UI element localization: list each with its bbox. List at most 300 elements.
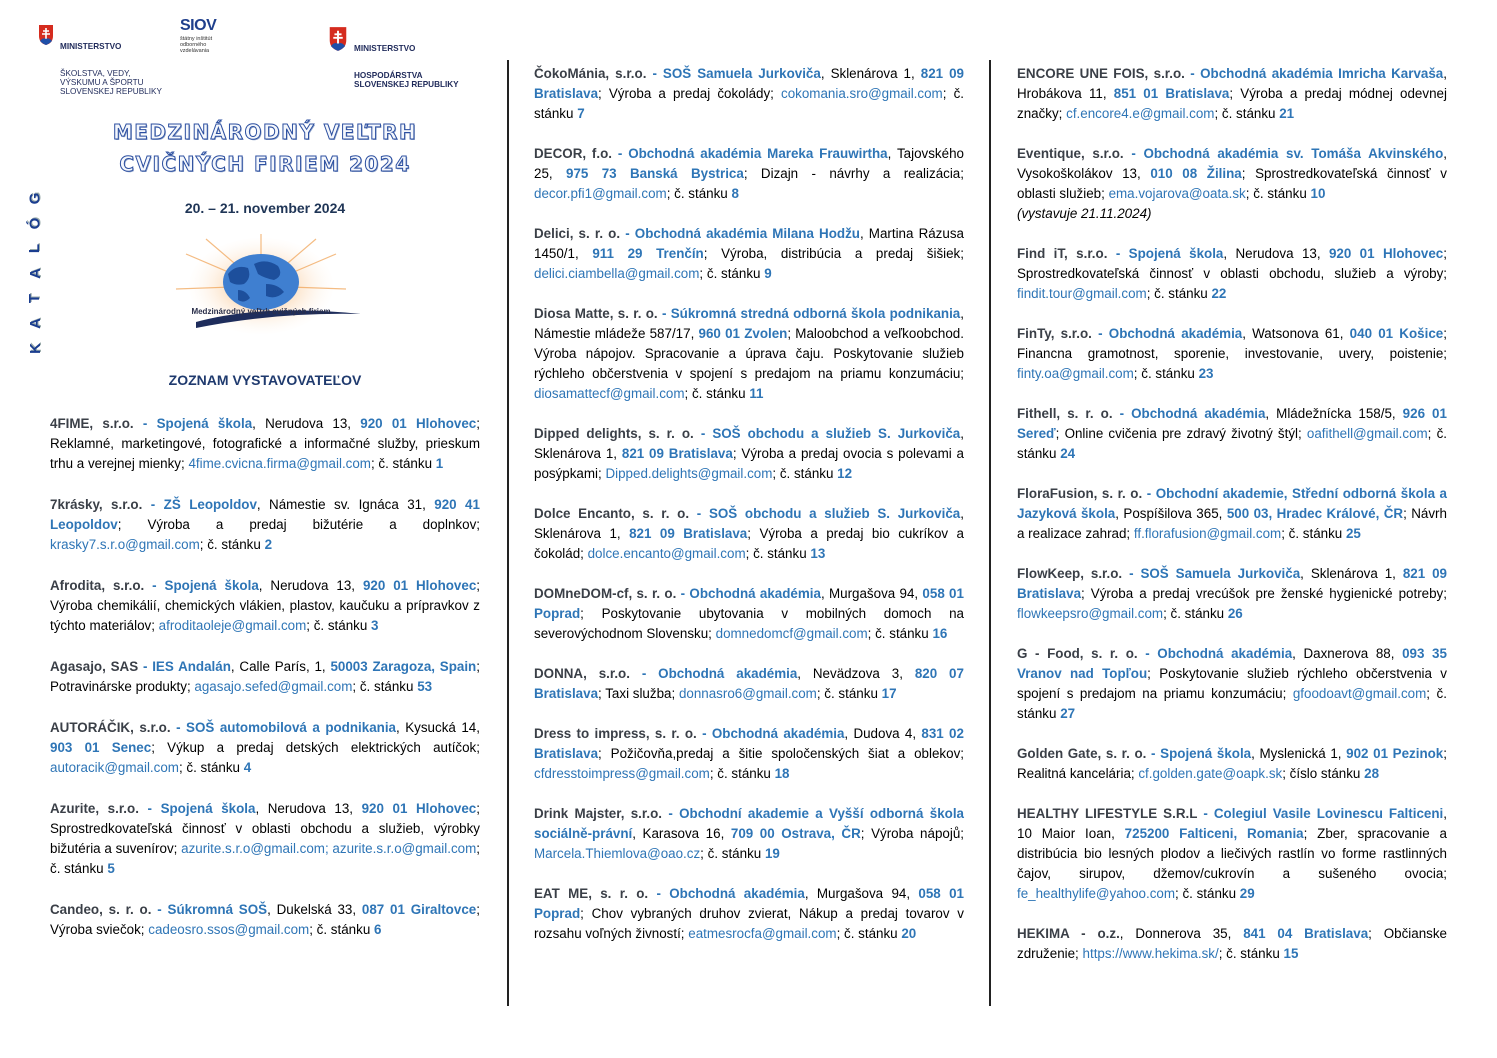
booth-label: č. stánku (844, 926, 898, 941)
booth-label: č. stánku (779, 466, 834, 481)
exhibitor-description: Výroba nápojů; (871, 826, 964, 841)
exhibitor-entry: FlowKeep, s.r.o. - SOŠ Samuela Jurkoviča, Sklenárova 1, 821 09 Bratislava; Výroba a predaj vrecúšok pre ženské hygienické potreby; flowkeepsro@gmail.com; č. stánku 26 (1017, 566, 1447, 621)
exhibitor-name: G - Food, s. r. o. (1017, 646, 1138, 661)
katalog-letter: K (26, 343, 44, 354)
exhibitor-entry: 4FIME, s.r.o. - Spojená škola, Nerudova 13, 920 01 Hlohovec; Reklamné, marketingové, fotografické a informačné služby, prieskum trhu a verejnej mienky; 4fime.cvicna.firma@gmail.com; č. stánku 1 (50, 416, 480, 471)
exhibitor-dash: - (702, 726, 707, 741)
exhibitor-email-link[interactable]: autoracik@gmail.com (50, 760, 179, 775)
exhibitor-city: 960 01 Zvolen (698, 326, 788, 341)
siov-name: SIOV (180, 17, 217, 34)
katalog-letter: A (26, 318, 44, 329)
exhibitor-address: Kysucká 14, (405, 720, 480, 735)
exhibitor-name: Diosa Matte, s. r. o. (534, 306, 658, 321)
exhibitor-description: Výroba a predaj vrecúšok pre ženské hygienické potreby; (1090, 586, 1447, 601)
exhibitor-address: Daxnerova 88, (1303, 646, 1395, 661)
exhibitor-city: 920 01 Hlohovec (1328, 246, 1444, 261)
exhibitor-email-link[interactable]: ema.vojarova@oata.sk (1108, 186, 1246, 201)
exhibitor-email-link[interactable]: cf.golden.gate@oapk.sk (1138, 766, 1283, 781)
katalog-letter: Ó (26, 217, 44, 230)
exhibitor-email-link[interactable]: findit.tour@gmail.com (1017, 286, 1147, 301)
column-divider (507, 60, 509, 1006)
exhibitor-address: Pospíšilova 365, (1123, 506, 1223, 521)
exhibitor-dash: - (1098, 326, 1103, 341)
exhibitor-name: Drink Majster, s.r.o. (534, 806, 662, 821)
exhibitor-name: EAT ME, s. r. o. (534, 886, 649, 901)
exhibitor-dash: - (652, 66, 657, 81)
booth-label: č. stánku (824, 686, 878, 701)
booth-number: 12 (837, 466, 853, 481)
exhibitor-description: Výroba a predaj bio cukríkov a čokolád; (534, 526, 964, 561)
booth-number: 22 (1211, 286, 1227, 301)
exhibitor-entry: EAT ME, s. r. o. - Obchodná akadémia, Murgašova 94, 058 01 Poprad; Chov vybraných druhov zvierat, Nákup a predaj tovarov v rozsahu voľných živností; eatmesrocfa@gmail.com; č. stánku 20 (534, 886, 965, 941)
exhibitor-email-link[interactable]: azurite.s.r.o@gmail.com; azurite.s.r.o@gmail.com (181, 841, 477, 856)
booth-number: 27 (1060, 706, 1076, 721)
booth-number: 8 (731, 186, 739, 201)
booth-label: č. stánku (1141, 366, 1195, 381)
exhibitor-email-link[interactable]: https://www.hekima.sk/ (1082, 946, 1219, 961)
booth-number: 24 (1060, 446, 1076, 461)
exhibitor-city: 50003 Zaragoza, Spain (330, 659, 477, 674)
exhibitor-email-link[interactable]: agasajo.sefed@gmail.com (194, 679, 353, 694)
exhibitor-school: Obchodná akadémia Mareka Frauwirtha (628, 146, 888, 161)
exhibitor-school: Obchodná akadémia (689, 586, 821, 601)
exhibitor-dash: - (700, 426, 706, 441)
exhibitor-entry: DECOR, f.o. - Obchodná akadémia Mareka Frauwirtha, Tajovského 25, 975 73 Banská Bystrica; Dizajn - návrhy a realizácia; decor.pfi1@gmail.com; č. stánku 8 (534, 146, 964, 201)
exhibitor-address: Nevädzova 3, (812, 666, 903, 681)
exhibitor-name: HEALTHY LIFESTYLE S.R.L (1017, 806, 1198, 821)
exhibitor-email-link[interactable]: cf.encore4.e@gmail.com (1066, 106, 1215, 121)
exhibitor-name: Dolce Encanto, s. r. o. (534, 506, 690, 521)
exhibitor-city: 975 73 Banská Bystrica (566, 166, 744, 181)
booth-number: 4 (243, 760, 252, 775)
exhibitor-email-link[interactable]: eatmesrocfa@gmail.com (688, 926, 837, 941)
exhibitor-dash: - (1119, 406, 1125, 421)
exhibitor-email-link[interactable]: 4fime.cvicna.firma@gmail.com (188, 456, 371, 471)
fair-title-line2: CVIČNÝCH FIRIEM 2024 (119, 152, 411, 176)
ministry-economy-line1: MINISTERSTVO (354, 44, 416, 53)
exhibitor-entry: ENCORE UNE FOIS, s.r.o. - Obchodná akadémia Imricha Karvaša, Hrobákova 11, 851 01 Bratislava; Výroba a predaj módnej odevnej značky; cf.encore4.e@gmail.com; č. stánku 21 (1017, 66, 1447, 121)
exhibitor-email-link[interactable]: decor.pfi1@gmail.com (534, 186, 667, 201)
exhibitor-address: Watsonova 61, (1252, 326, 1344, 341)
exhibitor-name: AUTORÁČIK, s.r.o. (50, 720, 171, 735)
exhibitor-name: ČokoMánia, s.r.o. (534, 66, 647, 81)
exhibitor-description: Taxi služba; (605, 686, 676, 701)
exhibitor-city: 820 07 Bratislava (534, 666, 964, 701)
exhibitor-school: Obchodná akadémia (658, 666, 798, 681)
exhibitor-school: Obchodná akadémia Imricha Karvaša (1200, 66, 1444, 81)
exhibitor-entry: HEKIMA - o.z., Donnerova 35, 841 04 Bratislava; Občianske združenie; https://www.hekima.sk/; č. stánku 15 (1017, 926, 1447, 961)
exhibitor-address: Mládežnícka 158/5, (1276, 406, 1396, 421)
exhibitor-dash: - (625, 226, 630, 241)
exhibitor-city: 058 01 Poprad (534, 586, 964, 621)
exhibitor-email-link[interactable]: finty.oa@gmail.com (1017, 366, 1134, 381)
exhibitor-entry: Find iT, s.r.o. - Spojená škola, Nerudova 13, 920 01 Hlohovec; Sprostredkovateľská činnosť v oblasti obchodu, služieb a výroby; findit.tour@gmail.com; č. stánku 22 (1017, 246, 1447, 301)
ministry-education-logo (38, 24, 162, 114)
exhibitor-address: Sklenárova 1, (534, 446, 618, 461)
exhibitor-name: Dress to impress, s. r. o. (534, 726, 697, 741)
exhibitor-address: Martina Rázusa 1450/1, (534, 226, 964, 261)
exhibitor-description: Návrh a realizace zahrad; (1017, 506, 1447, 541)
exhibitor-description: Výroba a predaj módnej odevnej značky; (1017, 86, 1447, 121)
ministry-education-line1: MINISTERSTVO (60, 42, 122, 51)
exhibitor-dash: - (661, 306, 667, 321)
fair-title (68, 116, 462, 180)
ministry-economy-logo (328, 26, 459, 107)
exhibitor-entry: AUTORÁČIK, s.r.o. - SOŠ automobilová a podnikania, Kysucká 14, 903 01 Senec; Výkup a predaj detských elektrických autíčok; autoracik@gmail.com; č. stánku 4 (50, 720, 480, 775)
booth-number: 9 (764, 266, 772, 281)
exhibitor-name: Delici, s. r. o. (534, 226, 621, 241)
exhibitor-entry: DOMneDOM-cf, s. r. o. - Obchodná akadémia, Murgašova 94, 058 01 Poprad; Poskytovanie ubytovania v mobilných domoch na severovýchodnom Slovensku; domnedomcf@gmail.com; č. stánku 16 (534, 586, 964, 641)
exhibitor-email-link[interactable]: cadeosro.ssos@gmail.com (148, 922, 310, 937)
emblem-caption: Medzinárodný veľtrh cvičných firiem (191, 307, 331, 316)
booth-number: 16 (932, 626, 948, 641)
booth-number: 3 (371, 618, 379, 633)
fair-emblem-globe-icon (166, 234, 366, 344)
exhibitor-city: 058 01 Poprad (534, 886, 964, 921)
booth-label: č. stánku (717, 766, 771, 781)
booth-label: číslo stánku (1289, 766, 1361, 781)
exhibitor-dash: - (696, 506, 702, 521)
exhibitor-name: Azurite, s.r.o. (50, 801, 139, 816)
booth-number: 1 (435, 456, 444, 471)
exhibitor-city: 821 09 Bratislava (629, 526, 748, 541)
exhibitor-email-link[interactable]: cfdresstoimpress@gmail.com (534, 766, 710, 781)
exhibitor-address: Hrobákova 11, (1017, 86, 1107, 101)
exhibitor-description: Poskytovanie služieb rýchleho občerstvenia v spojení s predajom na priamu konzumáciu; (1017, 666, 1447, 701)
exhibitor-entry: ČokoMánia, s.r.o. - SOŠ Samuela Jurkoviča, Sklenárova 1, 821 09 Bratislava; Výroba a predaj čokolády; cokomania.sro@gmail.com; č. stánku 7 (534, 66, 964, 121)
booth-label: č. stánku (707, 846, 762, 861)
exhibitor-school: Obchodná akadémia sv. Tomáša Akvinského (1143, 146, 1444, 161)
exhibitor-address: Murgašova 94, (828, 586, 919, 601)
booth-number: 17 (881, 686, 897, 701)
booth-label: č. stánku (1017, 686, 1447, 721)
exhibitor-entry: Dress to impress, s. r. o. - Obchodná akadémia, Dudova 4, 831 02 Bratislava; Požičovňa,predaj a šitie spoločenských šiat a oblekov; cfdresstoimpress@gmail.com; č. stánku 18 (534, 726, 964, 781)
exhibitor-name: FloraFusion, s. r. o. (1017, 486, 1143, 501)
exhibitor-school: IES Andalán (152, 659, 231, 674)
booth-number: 6 (374, 922, 382, 937)
exhibitor-entry: FloraFusion, s. r. o. - Obchodní akademie, Střední odborná škola a Jazyková škola, Pospíšilova 365, 500 03, Hradec Králové, ČR; Návrh a realizace zahrad; ff.florafusion@gmail.com; č. stánku 25 (1017, 486, 1447, 541)
exhibitor-email-link[interactable]: krasky7.s.r.o@gmail.com (50, 537, 200, 552)
ministry-education-line2: ŠKOLSTVA, VEDY, VÝSKUMU A ŠPORTU SLOVENSKEJ REPUBLIKY (60, 69, 162, 96)
booth-label: č. stánku (534, 86, 964, 121)
exhibitor-entry: 7krásky, s.r.o. - ZŠ Leopoldov, Námestie sv. Ignáca 31, 920 41 Leopoldov; Výroba a predaj bižutérie a doplnkov; krasky7.s.r.o@gmail.com; č. stánku 2 (50, 497, 480, 552)
exhibitor-school: SOŠ Samuela Jurkoviča (1140, 566, 1301, 581)
exhibitor-city: 010 08 Žilina (1150, 166, 1242, 181)
exhibitor-description: Výkup a predaj detských elektrických autíčok; (167, 740, 480, 755)
exhibitor-city: 841 04 Bratislava (1243, 926, 1369, 941)
exhibitor-school: Spojená škola (156, 416, 253, 431)
exhibitor-address: Sklenárova 1, (534, 526, 621, 541)
exhibitor-city: 911 29 Trenčín (592, 246, 704, 261)
exhibitor-name: FlowKeep, s.r.o. (1017, 566, 1123, 581)
exhibitor-address: Dudova 4, (853, 726, 917, 741)
exhibitor-description: Online cvičenia pre zdravý životný štýl; (1064, 426, 1302, 441)
exhibitor-city: 926 01 Sereď (1017, 406, 1447, 441)
exhibitor-dash: - (1131, 146, 1136, 161)
exhibitor-description: Dizajn - návrhy a realizácia; (760, 166, 964, 181)
exhibitor-email-link[interactable]: dolce.encanto@gmail.com (587, 546, 746, 561)
exhibitor-description: Sprostredkovateľská činnosť v oblasti obchodu, služieb a výroby; (1017, 266, 1447, 281)
booth-number: 11 (749, 386, 764, 401)
exhibitor-description: Výroba chemikálií, chemických vlákien, plastov, kaučuku a prípravkov z týchto materiálov; (50, 598, 480, 633)
exhibitor-school: Obchodná akadémia (669, 886, 805, 901)
exhibitor-city: 902 01 Pezinok (1346, 746, 1444, 761)
exhibitor-dash: - (668, 806, 673, 821)
slovak-crest-icon (328, 26, 348, 52)
booth-number: 29 (1239, 886, 1255, 901)
exhibitor-name: Afrodita, s.r.o. (50, 578, 145, 593)
exhibitor-email-link[interactable]: oafithell@gmail.com (1306, 426, 1428, 441)
exhibitor-city: 920 41 Leopoldov (50, 497, 480, 532)
exhibitor-description: Financna gramotnost, sporenie, investovanie, uvery, poistenie; (1017, 346, 1447, 361)
exhibitor-city: 093 35 Vranov nad Topľou (1017, 646, 1447, 681)
exhibitor-email-link[interactable]: flowkeepsro@gmail.com (1017, 606, 1164, 621)
booth-label: č. stánku (691, 386, 746, 401)
exhibitor-city: 821 09 Bratislava (621, 446, 733, 461)
exhibitor-school: Obchodní akademie a Vyšší odborná škola sociálně-právní (534, 806, 964, 841)
booth-number: 15 (1283, 946, 1299, 961)
exhibitor-city: 709 00 Ostrava, ČR (730, 826, 861, 841)
exhibitor-name: Eventique, s.r.o. (1017, 146, 1124, 161)
exhibitor-description: Výroba a predaj čokolády; (608, 86, 774, 101)
exhibitor-address: Tajovského 25, (534, 146, 964, 181)
booth-label: č. stánku (316, 922, 371, 937)
booth-label: č. stánku (1154, 286, 1208, 301)
exhibitor-city: 903 01 Senec (50, 740, 152, 755)
exhibitor-school: ZŠ Leopoldov (163, 497, 257, 512)
exhibitor-address: Donnerova 35, (1135, 926, 1232, 941)
exhibitor-school: Spojená škola (160, 801, 256, 816)
exhibitor-name: Golden Gate, s. r. o. (1017, 746, 1147, 761)
exhibitor-name: DECOR, f.o. (534, 146, 613, 161)
exhibitor-dash: - (157, 902, 162, 917)
exhibitor-dash: - (1145, 646, 1150, 661)
exhibitor-school: Obchodná akadémia Milana Hodžu (634, 226, 860, 241)
exhibitor-school: Colegiul Vasile Lovinescu Falticeni (1213, 806, 1444, 821)
exhibitor-entry: Eventique, s.r.o. - Obchodná akadémia sv. Tomáša Akvinského, Vysokoškolákov 13, 010 08 Žilina; Sprostredkovateľská činnosť v oblasti služieb; ema.vojarova@oata.sk; č. stánku 10 (vystavuje 21.11.2024) (1017, 146, 1447, 221)
katalog-vertical-label (26, 186, 44, 361)
exhibitor-email-link[interactable]: cokomania.sro@gmail.com (781, 86, 943, 101)
booth-label: č. stánku (359, 679, 414, 694)
booth-label: č. stánku (753, 546, 807, 561)
exhibitor-dash: - (147, 801, 152, 816)
exhibitor-email-link[interactable]: Marcela.Thiemlova@oao.cz (534, 846, 701, 861)
exhibitor-name: DONNA, s.r.o. (534, 666, 630, 681)
exhibitor-entry: DONNA, s.r.o. - Obchodná akadémia, Nevädzova 3, 820 07 Bratislava; Taxi služba; donnasro6@gmail.com; č. stánku 17 (534, 666, 964, 701)
exhibitor-dash: - (1115, 246, 1121, 261)
exhibitor-name: 7krásky, s.r.o. (50, 497, 143, 512)
exhibitor-dash: - (1129, 566, 1134, 581)
exhibitor-name: HEKIMA - o.z. (1017, 926, 1120, 941)
exhibitor-name: Dipped delights, s. r. o. (534, 426, 694, 441)
exhibitor-description: Požičovňa,predaj a šitie spoločenských šiat a oblekov; (610, 746, 964, 761)
exhibitor-dash: - (1146, 486, 1152, 501)
exhibitor-description: Potravinárske produkty; (50, 679, 191, 694)
katalog-letter: G (26, 192, 44, 205)
exhibitor-entry: Candeo, s. r. o. - Súkromná SOŠ, Dukelská 33, 087 01 Giraltovce; Výroba sviečok; cadeosro.ssos@gmail.com; č. stánku 6 (50, 902, 480, 937)
exhibitor-dash: - (142, 416, 148, 431)
exhibitor-address: Nerudova 13, (1235, 246, 1321, 261)
exhibitor-address: Sklenárova 1, (1310, 566, 1396, 581)
booth-label: č. stánku (1221, 106, 1276, 121)
exhibitor-address: Nerudova 13, (270, 578, 356, 593)
exhibitor-description: Zber, spracovanie a distribúcia bio lesných plodov a liečivých rastlín vo forme rastlinných čajov, sirupov, džemov/cukrovín a sušeného ovocia; (1017, 826, 1447, 881)
exhibitors-column-3 (1017, 64, 1447, 984)
exhibitor-entry: HEALTHY LIFESTYLE S.R.L - Colegiul Vasile Lovinescu Falticeni, 10 Maior Ioan, 725200 Falticeni, Romania; Zber, spracovanie a distribúcia bio lesných plodov a liečivých rastlín vo forme rastlinných čajov, sirupov, džemov/cukrovín a sušeného ovocia; fe_healthylife@yahoo.com; č. stánku 29 (1017, 806, 1447, 901)
exhibitor-description: Sprostredkovateľská činnosť v oblasti obchodu a služieb, výrobky bižutéria a suvenírov; (50, 821, 480, 856)
exhibitor-entry: Diosa Matte, s. r. o. - Súkromná stredná odborná škola podnikania, Námestie mládeže 587/17, 960 01 Zvolen; Maloobchod a veľkoobchod. Výroba nápojov. Spracovanie a úprava čaju. Poskytovanie služieb rýchleho občerstvenia v spojení s predajom na priamu konzumáciu; diosamattecf@gmail.com; č. stánku 11 (534, 306, 964, 401)
exhibitor-school: Obchodní akademie, Střední odborná škola a Jazyková škola (1017, 486, 1447, 521)
exhibitor-dash: - (680, 586, 686, 601)
exhibitor-name: Agasajo, SAS (50, 659, 139, 674)
header-logos (38, 17, 498, 96)
exhibitor-email-link[interactable]: ff.florafusion@gmail.com (1133, 526, 1282, 541)
exhibitor-city: 500 03, Hradec Králové, ČR (1226, 506, 1404, 521)
booth-number: 53 (417, 679, 433, 694)
exhibitor-name: DOMneDOM-cf, s. r. o. (534, 586, 677, 601)
exhibitor-description: Realitná kancelária; (1017, 766, 1135, 781)
exhibitor-city: 920 01 Hlohovec (360, 416, 477, 431)
exhibitor-school: Spojená škola (1160, 746, 1252, 761)
exhibitor-school: Spojená škola (164, 578, 259, 593)
exhibitor-address: Nerudova 13, (267, 801, 354, 816)
exhibitor-city: 087 01 Giraltovce (361, 902, 477, 917)
exhibitor-city: 821 09 Bratislava (1017, 566, 1447, 601)
booth-label: č. stánku (706, 266, 761, 281)
exhibitors-column-1 (50, 414, 480, 961)
exhibitor-school: Obchodná akadémia (1108, 326, 1243, 341)
booth-label: č. stánku (1253, 186, 1307, 201)
exhibitor-description: Poskytovanie ubytovania v mobilných domoch na severovýchodnom Slovensku; (534, 606, 964, 641)
exhibitor-dash: - (656, 886, 661, 901)
katalog-letter: L (26, 243, 44, 254)
booth-number: 25 (1345, 526, 1361, 541)
exhibitor-note: (vystavuje 21.11.2024) (1017, 206, 1152, 221)
exhibitor-city: 920 01 Hlohovec (362, 578, 477, 593)
exhibitor-school: SOŠ obchodu a služieb S. Jurkoviča (708, 506, 961, 521)
exhibitor-description: Sprostredkovateľská činnosť v oblasti služieb; (1017, 166, 1447, 201)
exhibitor-name: Fithell, s. r. o. (1017, 406, 1113, 421)
exhibitor-address: Murgašova 94, (816, 886, 911, 901)
booth-label: č. stánku (313, 618, 368, 633)
booth-label: č. stánku (1170, 606, 1225, 621)
exhibitor-description: Výroba a predaj bižutérie a doplnkov; (147, 517, 480, 532)
exhibitor-name: ENCORE UNE FOIS, s.r.o. (1017, 66, 1185, 81)
slovak-crest-icon (38, 24, 54, 46)
exhibitor-email-link[interactable]: gfoodoavt@gmail.com (1292, 686, 1427, 701)
exhibitor-address: Námestie mládeže 587/17, (534, 326, 695, 341)
booth-number: 10 (1310, 186, 1326, 201)
exhibitor-dash: - (176, 720, 181, 735)
booth-number: 2 (264, 537, 273, 552)
exhibitor-description: Výroba, distribúcia a predaj šišiek; (721, 246, 964, 261)
exhibitors-list-title: ZOZNAM VYSTAVOVATEĽOV (168, 372, 362, 388)
exhibitor-dash: - (142, 659, 148, 674)
exhibitor-address: Karasova 16, (642, 826, 725, 841)
siov-subtitle: štátny inštitút odborného vzdelávania (180, 36, 213, 54)
exhibitor-address: Nerudova 13, (265, 416, 352, 431)
exhibitor-school: Obchodná akadémia (1131, 406, 1266, 421)
exhibitor-entry: Agasajo, SAS - IES Andalán, Calle París, 1, 50003 Zaragoza, Spain; Potravinárske produkty; agasajo.sefed@gmail.com; č. stánku 53 (50, 659, 480, 694)
booth-label: č. stánku (674, 186, 728, 201)
exhibitor-dash: - (1190, 66, 1195, 81)
katalog-letter: T (26, 293, 44, 304)
exhibitor-dash: - (617, 146, 623, 161)
exhibitor-school: SOŠ Samuela Jurkoviča (662, 66, 821, 81)
exhibitor-address: 10 Maior Ioan, (1017, 826, 1115, 841)
exhibitor-name: Candeo, s. r. o. (50, 902, 152, 917)
exhibitor-school: Súkromná stredná odborná škola podnikania (670, 306, 961, 321)
exhibitor-city: 040 01 Košice (1349, 326, 1444, 341)
booth-label: č. stánku (186, 760, 240, 775)
exhibitor-email-link[interactable]: afroditaoleje@gmail.com (158, 618, 307, 633)
booth-number: 26 (1227, 606, 1243, 621)
exhibitor-description: Chov vybraných druhov zvierat, Nákup a predaj tovarov v rozsahu voľných živností; (534, 906, 965, 941)
column-divider (989, 60, 991, 1006)
katalog-letter: A (26, 268, 44, 279)
booth-label: č. stánku (207, 537, 261, 552)
exhibitor-email-link[interactable]: diosamattecf@gmail.com (534, 386, 685, 401)
exhibitor-entry: FinTy, s.r.o. - Obchodná akadémia, Watsonova 61, 040 01 Košice; Financna gramotnost, sporenie, investovanie, uvery, poistenie; finty.oa@gmail.com; č. stánku 23 (1017, 326, 1447, 381)
booth-number: 7 (577, 106, 585, 121)
booth-number: 20 (901, 926, 917, 941)
exhibitor-description: Reklamné, marketingové, fotografické a informačné služby, prieskum trhu a verejnej mienky; (50, 436, 480, 471)
exhibitor-description: Občianske združenie; (1017, 926, 1447, 961)
exhibitor-school: Spojená škola (1128, 246, 1224, 261)
exhibitor-address: Myslenická 1, (1259, 746, 1342, 761)
exhibitor-entry: Fithell, s. r. o. - Obchodná akadémia, Mládežnícka 158/5, 926 01 Sereď; Online cvičenia pre zdravý životný štýl; oafithell@gmail.com; č. stánku 24 (1017, 406, 1447, 461)
exhibitor-email-link[interactable]: donnasro6@gmail.com (678, 686, 817, 701)
exhibitor-dash: - (152, 578, 157, 593)
booth-number: 13 (810, 546, 826, 561)
ministry-economy-line2: HOSPODÁRSTVA SLOVENSKEJ REPUBLIKY (354, 71, 459, 89)
exhibitor-address: Dukelská 33, (276, 902, 357, 917)
booth-label: č. stánku (1288, 526, 1343, 541)
exhibitor-description: Výroba a predaj ovocia s polevami a posýpkami; (534, 446, 965, 481)
booth-label: č. stánku (1017, 426, 1447, 461)
exhibitor-description: Maloobchod a veľkoobchod. Výroba nápojov. Spracovanie a úprava čaju. Poskytovanie služieb rýchleho občerstvenia v spojení s predajom na priamu konzumáciu; (534, 326, 964, 381)
exhibitor-address: Sklenárova 1, (830, 66, 915, 81)
exhibitor-dash: - (150, 497, 156, 512)
exhibitor-email-link[interactable]: Dipped.delights@gmail.com (605, 466, 773, 481)
exhibitor-school: SOŠ obchodu a služieb S. Jurkoviča (712, 426, 961, 441)
exhibitor-entry: Dipped delights, s. r. o. - SOŠ obchodu a služieb S. Jurkoviča, Sklenárova 1, 821 09 Bratislava; Výroba a predaj ovocia s polevami a posýpkami; Dipped.delights@gmail.com; č. stánku 12 (534, 426, 965, 481)
exhibitor-name: 4FIME, s.r.o. (50, 416, 134, 431)
exhibitor-address: Calle París, 1, (239, 659, 326, 674)
exhibitor-city: 851 01 Bratislava (1113, 86, 1230, 101)
booth-label: č. stánku (1226, 946, 1280, 961)
booth-number: 19 (764, 846, 780, 861)
exhibitor-description: Výroba sviečok; (50, 922, 145, 937)
siov-logo (180, 18, 216, 54)
fair-title-line1: MEDZINÁRODNÝ VEĽTRH (112, 120, 418, 144)
booth-label: č. stánku (1182, 886, 1237, 901)
exhibitor-city: 725200 Falticeni, Romania (1124, 826, 1304, 841)
exhibitor-address: Námestie sv. Ignáca 31, (269, 497, 426, 512)
exhibitor-email-link[interactable]: domnedomcf@gmail.com (715, 626, 868, 641)
exhibitor-entry: Afrodita, s.r.o. - Spojená škola, Nerudova 13, 920 01 Hlohovec; Výroba chemikálií, chemických vlákien, plastov, kaučuku a prípravkov z týchto materiálov; afroditaoleje@gmail.com; č. stánku 3 (50, 578, 480, 633)
exhibitor-name: FinTy, s.r.o. (1017, 326, 1092, 341)
exhibitor-email-link[interactable]: fe_healthylife@yahoo.com (1017, 886, 1176, 901)
booth-number: 28 (1364, 766, 1380, 781)
exhibitor-email-link[interactable]: delici.ciambella@gmail.com (534, 266, 700, 281)
exhibitor-city: 821 09 Bratislava (534, 66, 964, 101)
booth-number: 21 (1279, 106, 1295, 121)
exhibitor-school: Obchodná akadémia (711, 726, 845, 741)
exhibitor-dash: - (641, 666, 647, 681)
fair-date: 20. – 21. november 2024 (184, 200, 346, 216)
exhibitor-school: Súkromná SOŠ (167, 902, 268, 917)
